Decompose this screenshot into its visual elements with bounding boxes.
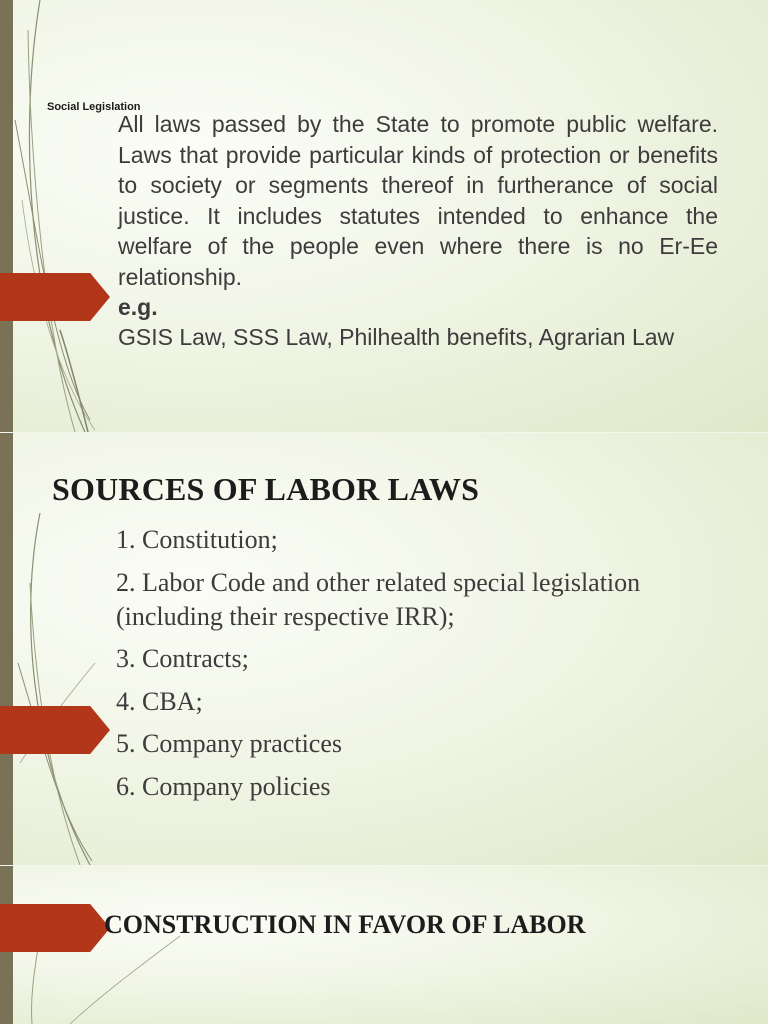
sources-list [116, 523, 736, 812]
page-title: SOURCES OF LABOR LAWS [52, 471, 480, 507]
slide-sources-of-labor-laws [0, 433, 768, 865]
list-item: 6. Company policies [116, 771, 331, 801]
accent-arrow [0, 904, 110, 952]
accent-arrow [0, 273, 110, 321]
slide-social-legislation [0, 0, 768, 432]
list-item: 2. Labor Code and other related special legislation (including their respective IRR); [116, 567, 641, 631]
accent-arrow [0, 706, 110, 754]
eg-label: e.g. [118, 294, 158, 320]
list-item: 3. Contracts; [116, 644, 249, 673]
slide-label: Social Legislation [47, 101, 141, 113]
slide-construction-in-favor-of-labor [0, 866, 768, 1024]
page-title: CONSTRUCTION IN FAVOR OF LABOR [104, 910, 586, 939]
list-item: 4. CBA; [116, 686, 203, 716]
list-item: 1. Constitution; [116, 525, 278, 554]
definition-text: All laws passed by the State to promote public welfare. Laws that provide particular kinds of protection or benefits to society or segments thereof in furtherance of social justice. It includes statutes intended to enhance the welfare of the people even where there is no Er-Ee relationship. [118, 111, 718, 290]
definition-paragraph [118, 109, 718, 323]
list-item: 5. Company practices [116, 729, 342, 758]
examples-text: GSIS Law, SSS Law, Philhealth benefits, Agrarian Law [118, 324, 675, 350]
